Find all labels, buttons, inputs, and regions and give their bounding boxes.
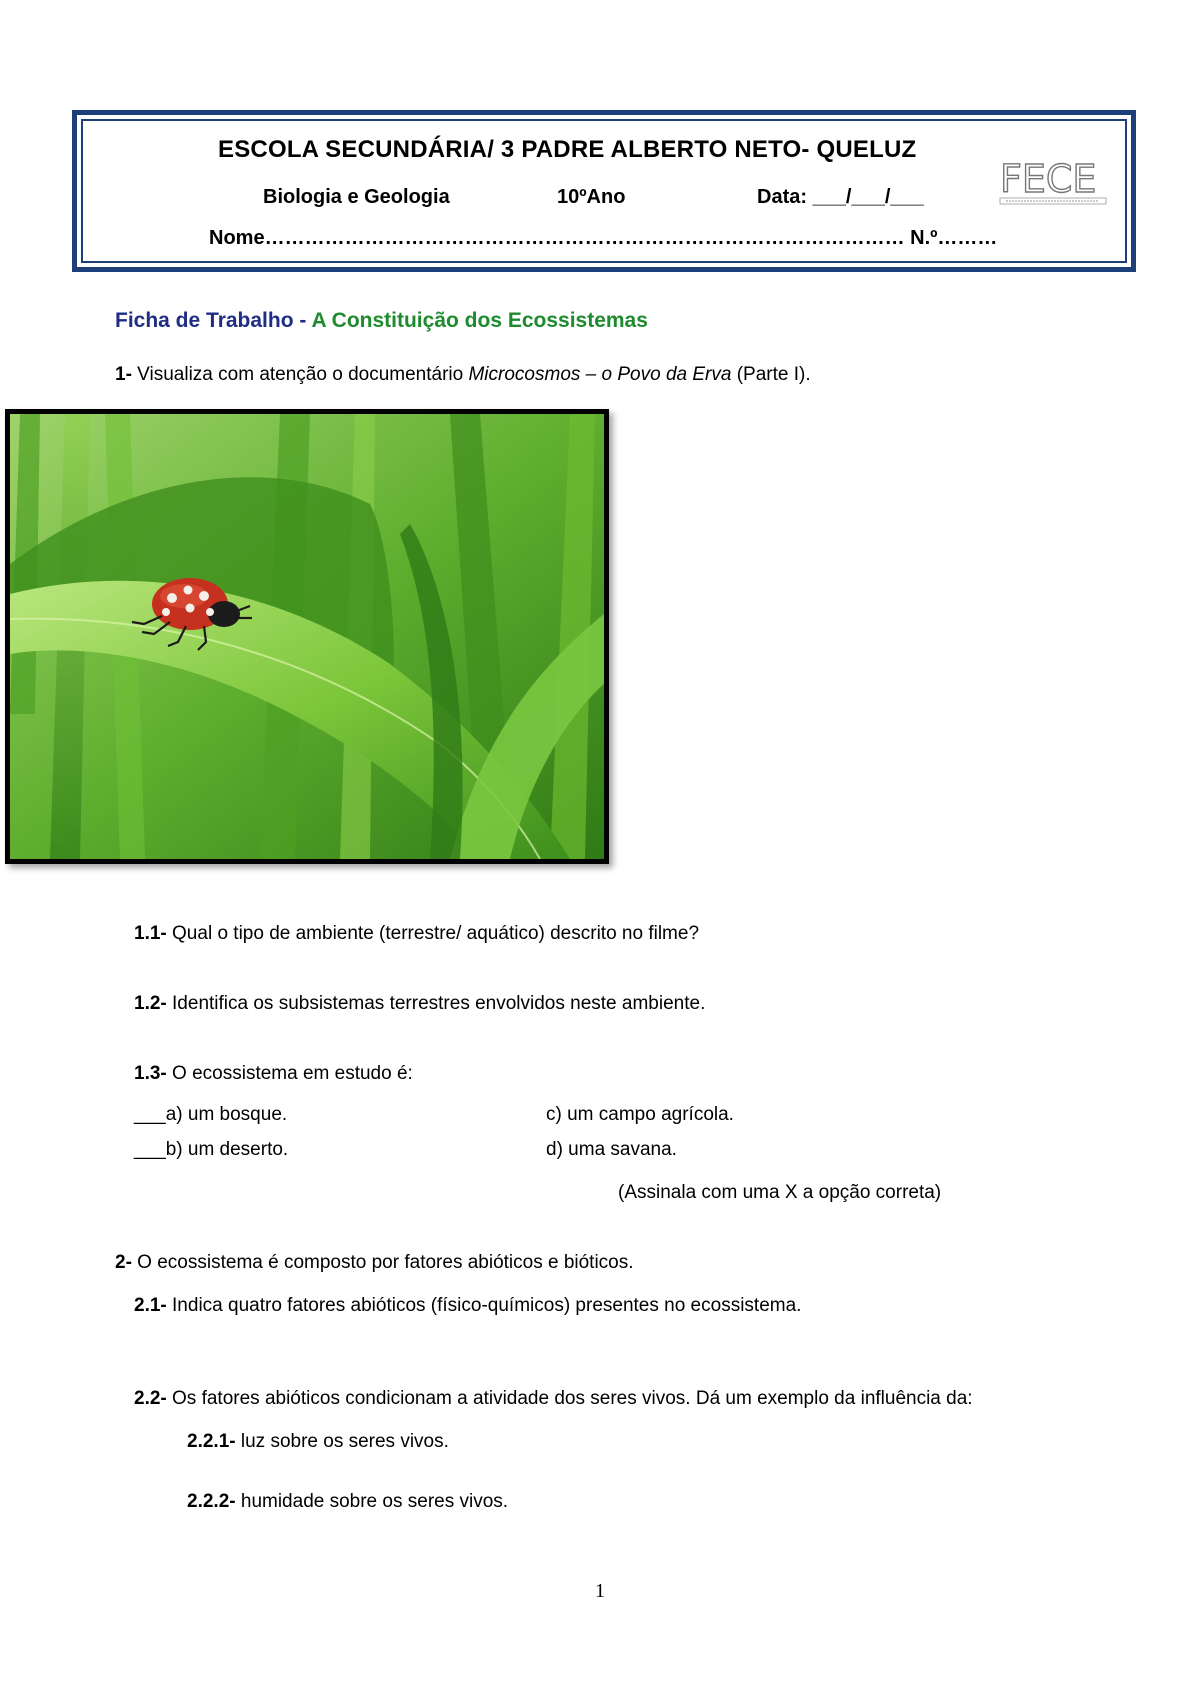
question-2-2 xyxy=(134,1388,973,1410)
question-text: Os fatores abióticos condicionam a atividade dos seres vivos. Dá um exemplo da influência da: xyxy=(166,1388,973,1409)
question-number: 2.2.1- xyxy=(187,1431,236,1452)
documentary-title: Microcosmos – o Povo da Erva xyxy=(468,364,732,385)
date-field[interactable]: Data: ___/___/___ xyxy=(757,186,924,208)
question-number: 1.1- xyxy=(134,923,167,944)
question-text-end: (Parte I). xyxy=(731,364,811,385)
question-2-2-1 xyxy=(187,1431,449,1453)
ladybug-grass-image xyxy=(5,409,609,864)
instruction-text: (Assinala com uma X a opção correta) xyxy=(618,1182,942,1203)
question-number: 1.2- xyxy=(134,993,167,1014)
question-1-3 xyxy=(134,1063,413,1085)
question-1-2 xyxy=(134,993,705,1015)
school-title: ESCOLA SECUNDÁRIA/ 3 PADRE ALBERTO NETO- QUELUZ xyxy=(218,136,917,163)
question-text: Identifica os subsistemas terrestres envolvidos neste ambiente. xyxy=(166,993,706,1014)
question-number: 2- xyxy=(115,1252,132,1273)
option-c[interactable]: c) um campo agrícola. xyxy=(546,1104,734,1125)
question-text: Qual o tipo de ambiente (terrestre/ aquático) descrito no filme? xyxy=(166,923,700,944)
option-a[interactable]: ___a) um bosque. xyxy=(134,1104,288,1125)
worksheet-topic: A Constituição dos Ecossistemas xyxy=(311,309,648,332)
option-d[interactable]: d) uma savana. xyxy=(546,1139,677,1160)
question-text: humidade sobre os seres vivos. xyxy=(235,1491,509,1512)
name-field[interactable]: Nome…………………………………………………………………………………… N.º……… xyxy=(209,227,998,249)
school-logo xyxy=(998,152,1110,212)
logo-text: FECE xyxy=(1000,157,1097,201)
question-1 xyxy=(115,364,811,386)
question-number: 2.2.2- xyxy=(187,1491,236,1512)
question-2 xyxy=(115,1252,634,1274)
question-text: luz sobre os seres vivos. xyxy=(235,1431,449,1452)
question-text: Indica quatro fatores abióticos (físico-químicos) presentes no ecossistema. xyxy=(166,1295,802,1316)
worksheet-prefix: Ficha de Trabalho - xyxy=(115,309,312,332)
worksheet-title xyxy=(115,309,648,333)
question-2-2-2 xyxy=(187,1491,508,1513)
question-number: 2.2- xyxy=(134,1388,167,1409)
question-1-1 xyxy=(134,923,699,945)
question-text: Visualiza com atenção o documentário xyxy=(131,364,469,385)
question-text: O ecossistema em estudo é: xyxy=(166,1063,413,1084)
page-number: 1 xyxy=(595,1580,605,1602)
question-text: O ecossistema é composto por fatores abióticos e bióticos. xyxy=(131,1252,634,1273)
question-number: 1.3- xyxy=(134,1063,167,1084)
question-number: 2.1- xyxy=(134,1295,167,1316)
question-2-1 xyxy=(134,1295,801,1317)
grade-label: 10ºAno xyxy=(557,186,626,208)
subject-label: Biologia e Geologia xyxy=(263,186,450,208)
option-b[interactable]: ___b) um deserto. xyxy=(134,1139,289,1160)
question-number: 1- xyxy=(115,364,132,385)
